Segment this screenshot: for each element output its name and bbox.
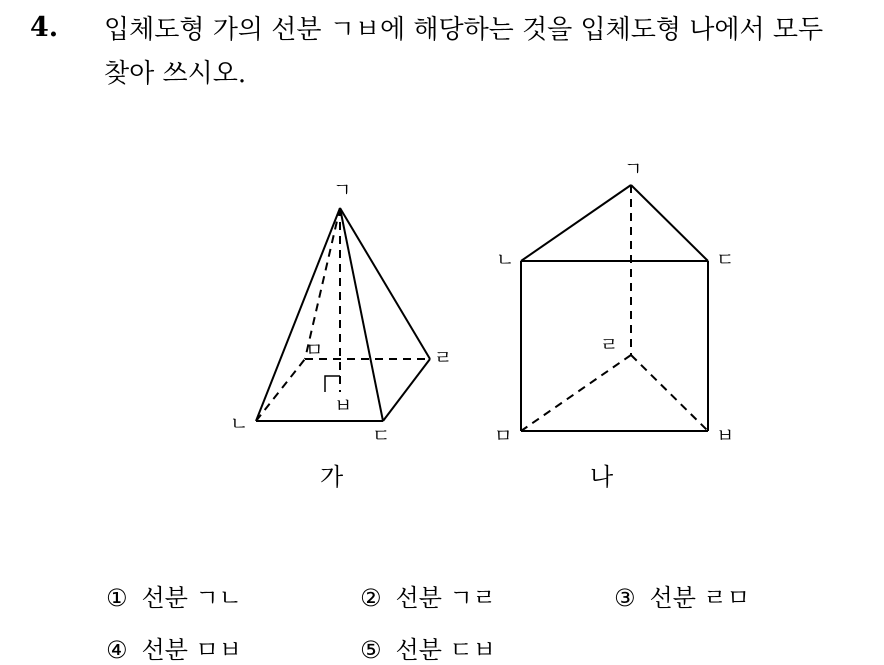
choice-5[interactable] [360, 630, 496, 665]
edge-gd [340, 208, 383, 421]
choice-4[interactable] [106, 630, 242, 665]
label-ga-g: ㄱ [333, 179, 352, 201]
choice-mark: ③ [614, 584, 636, 612]
edge-nm-hidden [256, 359, 305, 421]
label-na-m: ㅁ [494, 425, 513, 447]
label-ga-r: ㄹ [434, 347, 453, 369]
label-ga-b: ㅂ [334, 395, 353, 417]
label-ga-d: ㄷ [372, 425, 391, 447]
edge-gd [631, 185, 708, 261]
choice-3[interactable] [614, 578, 750, 613]
choice-1[interactable] [106, 578, 242, 613]
choice-text: 선분 ㄱㄴ [141, 584, 242, 612]
pyramid-labels [230, 179, 452, 447]
choice-2[interactable] [360, 578, 496, 613]
choice-text: 선분 ㄱㄹ [395, 584, 496, 612]
label-ga-m: ㅁ [305, 339, 324, 361]
choice-mark: ② [360, 584, 382, 612]
caption-na: 나 [590, 463, 614, 491]
label-na-n: ㄴ [496, 249, 515, 271]
question-line-1: 입체도형 가의 선분 ㄱㅂ에 해당하는 것을 입체도형 나에서 모두 [104, 15, 824, 45]
choice-text: 선분 ㄷㅂ [395, 636, 496, 664]
choice-text: 선분 ㅁㅂ [141, 636, 242, 664]
question-line-2: 찾아 쓰시오. [104, 59, 247, 89]
label-na-d: ㄷ [716, 249, 735, 271]
pyramid-figure [256, 208, 430, 421]
edge-dr [383, 359, 430, 421]
edge-gn [256, 208, 340, 421]
edge-gn [521, 185, 631, 261]
choice-mark: ① [106, 584, 128, 612]
label-ga-n: ㄴ [230, 413, 249, 435]
choice-text: 선분 ㄹㅁ [649, 584, 750, 612]
edge-gr [340, 208, 430, 359]
edge-rm-hidden [521, 355, 631, 431]
label-na-g: ㄱ [624, 158, 643, 180]
choice-mark: ④ [106, 636, 128, 664]
caption-ga: 가 [320, 463, 344, 491]
edge-rb-hidden [631, 355, 708, 431]
right-angle-mark [325, 376, 340, 392]
label-na-r: ㄹ [600, 334, 619, 356]
question-number: 4. [30, 12, 59, 43]
label-na-b: ㅂ [716, 425, 735, 447]
prism-figure [521, 185, 708, 431]
choice-mark: ⑤ [360, 636, 382, 664]
prism-labels [494, 158, 734, 447]
